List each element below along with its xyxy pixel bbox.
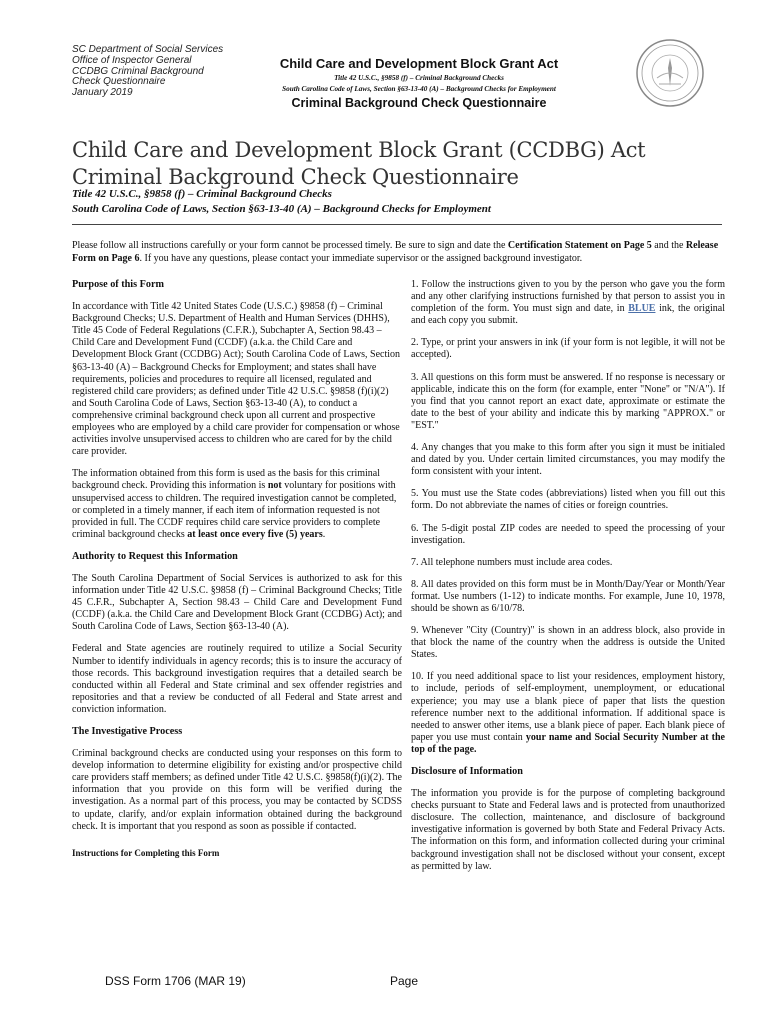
purpose-text: voluntary for positions with unsupervised access to children. The required investigation cannot be completed, or completed in a timely manner, if each item of information requested is not provided in full. The CCDF requires child care service providers to complete criminal background checks [72, 480, 397, 540]
header-title-block [222, 56, 616, 110]
instruction-item-10 [411, 671, 725, 756]
instruction-item-8: 8. All dates provided on this form must be in Month/Day/Year or Month/Year format. Use numbers (1-12) to indicate months. For example, June 10, 1978, should be shown as 6/10/78. [411, 578, 725, 614]
intro-release-ref: Release Form on Page 6 [72, 240, 719, 264]
instruction-item-2: 2. Type, or print your answers in ink (if your form is not legible, it will not be accepted). [411, 337, 725, 361]
intro-text: Please follow all instructions carefully or your form cannot be processed timely. Be sure to sign and date the [72, 240, 508, 251]
agency-line: CCDBG Criminal Background [72, 65, 204, 77]
left-column [72, 279, 402, 869]
page-title-line-1: Child Care and Development Block Grant (CCDBG) Act [72, 138, 646, 162]
purpose-heading: Purpose of this Form [72, 279, 164, 290]
page-title-line-2: Criminal Background Check Questionnaire [72, 165, 519, 189]
intro-text: . If you have any questions, please contact your immediate supervisor or the assigned background investigator. [139, 253, 583, 264]
page-subtitle-line-2: South Carolina Code of Laws, Section §63-13-40 (A) – Background Checks for Employment [72, 203, 491, 215]
header-subtitle-1: Title 42 U.S.C., §9858 (f) – Criminal Background Checks [334, 74, 504, 82]
purpose-paragraph-2 [72, 468, 402, 541]
instruction-item-6: 6. The 5-digit postal ZIP codes are needed to speed the processing of your investigation. [411, 522, 725, 546]
instruction-item-5: 5. You must use the State codes (abbreviations) listed when you fill out this form. Do not abbreviate the names of cities or foreign countries. [411, 488, 725, 512]
process-paragraph: Criminal background checks are conducted using your responses on this form to develop information to determine eligibility for existing and/or prospective child care providers staff members; as defined under Title 42 U.S.C. §9858(f)(i)(2). The information that you provide on this form will be verified during the investigation. As a normal part of this process, you may be contacted by SCDSS to update, clarify, and/or explain information obtained during the background check. It is important that you respond as soon as possible if contacted. [72, 748, 402, 832]
right-column [411, 279, 725, 883]
agency-line: Check Questionnaire [72, 76, 166, 88]
agency-line: Office of Inspector General [72, 54, 192, 66]
authority-heading: Authority to Request this Information [72, 550, 238, 562]
page-subtitle [72, 187, 491, 217]
header-subtitle-2: South Carolina Code of Laws, Section §63-13-40 (A) – Background Checks for Employment [282, 85, 556, 93]
header-subtitle-3: Criminal Background Check Questionnaire [291, 96, 547, 110]
state-seal-icon [635, 38, 705, 108]
footer-form-number: DSS Form 1706 (MAR 19) [105, 974, 246, 988]
purpose-paragraph-1: In accordance with Title 42 United States Code (U.S.C.) §9858 (f) – Criminal Background Checks; U.S. Department of Health and Human Services (DHHS), Title 45 Code of Federal Regulations (C.F.R.), Subchapter A, Section 98.43 – Child Care and Development Fund (CCDF) (a.k.a. the Child Care and Development Block Grant (CCDBG) Act); South Carolina Code of Laws, Section §63-13-40 (A) – Background Checks for Employment; and states shall have requirements, policies and procedures to require all licensed, regulated and registered child care providers; as defined under Title 42 U.S.C. §9858 (f)(i)(2) and South Carolina Code of Laws, Section §63-13-40 (A), to conduct a comprehensive criminal background check upon all current and prospective employees who are employed by a child care provider for compensation or whose activities involve unsupervised access to children who are cared for by the child care provider. [72, 301, 401, 458]
instruction-item-7: 7. All telephone numbers must include area codes. [411, 556, 613, 568]
page-title [72, 137, 692, 191]
disclosure-heading: Disclosure of Information [411, 766, 523, 777]
authority-paragraph-2: Federal and State agencies are routinely required to utilize a Social Security Number to identify individuals in agency records; this is to insure the accuracy of those records. This background investigation requires that a detailed search be conducted within all Federal and State criminal and sex offender registries and repositories and that a review be conducted of all Federal and State arrest and conviction information. [72, 643, 402, 715]
process-heading: The Investigative Process [72, 726, 183, 737]
page-subtitle-line-1: Title 42 U.S.C., §9858 (f) – Criminal Background Checks [72, 188, 332, 200]
instruction-item-1 [411, 279, 725, 327]
instructions-heading: Instructions for Completing this Form [72, 847, 220, 858]
agency-line: January 2019 [72, 87, 133, 99]
intro-certification-ref: Certification Statement on Page 5 [507, 240, 652, 251]
instruction-item-4: 4. Any changes that you make to this form after you sign it must be initialed and dated by you. Under certain limited circumstances, you may modify the form consistent with your intent. [411, 442, 725, 478]
header-agency-block [72, 45, 223, 99]
purpose-frequency-emphasis: at least once every five (5) years [187, 528, 323, 540]
instruction-text: ink, the original and each copy you submit. [411, 303, 725, 327]
agency-line: SC Department of Social Services [72, 44, 224, 55]
instruction-item-3: 3. All questions on this form must be answered. If no response is necessary or applicable, indicate this on the form (for example, enter "None" or "N/A"). If you find that you cannot report an exact date, approximate or estimate the date to the best of your ability and indicate this by marking "APPROX." or "EST." [411, 371, 725, 431]
instruction-text: 1. Follow the instructions given to you by the person who gave you the form and any other clarifying instructions furnished by that person to assist you in completion of the form. You must sign and date, in [411, 279, 725, 315]
footer-page-label: Page [390, 974, 419, 988]
name-ssn-emphasis: your name and Social Security Number at the top of the page. [411, 731, 725, 755]
disclosure-paragraph: The information you provide is for the purpose of completing background checks pursuant to State and Federal laws and is protected from unauthorized disclosure. The collection, maintenance, and disclosure of background investigative information is governed by both State and Federal Privacy Acts. The information on this form, and information collected during your criminal background investigation shall not be disclosed without your consent, except as permitted by law. [411, 788, 725, 872]
title-divider [72, 224, 722, 225]
instruction-text: 10. If you need additional space to list your residences, employment history, to include, periods of self-employment, unemployment, or educational experience; you may use a blank piece of paper that lists the question reference number next to the additional information. If additional space is needed to answer other items, use a blank piece of paper. Each blank piece of paper you use must contain [411, 671, 725, 743]
header-title: Child Care and Development Block Grant Act [279, 56, 559, 71]
purpose-not-emphasis: not [267, 480, 282, 492]
intro-paragraph [72, 239, 722, 265]
intro-text: and the [651, 240, 686, 251]
authority-paragraph-1: The South Carolina Department of Social Services is authorized to ask for this information under Title 42 U.S.C. §9858 (f) – Criminal Background Checks; Title 45 C.F.R., Subchapter A, Section 98.43 – Child Care and Development Fund (CCDF) (a.k.a. the Child Care and Development Block Grant (CCDBG) Act); and South Carolina Code of Laws, Section §63-13-40 (A). [72, 572, 402, 633]
blue-ink-emphasis: BLUE [628, 303, 656, 315]
instruction-item-9: 9. Whenever "City (Country)" is shown in an address block, also provide in that block the name of the country when the address is outside the United States. [411, 625, 725, 661]
purpose-text: . [322, 528, 326, 540]
purpose-text: The information obtained from this form is used as the basis for this criminal background check. Providing this information is [72, 468, 380, 492]
